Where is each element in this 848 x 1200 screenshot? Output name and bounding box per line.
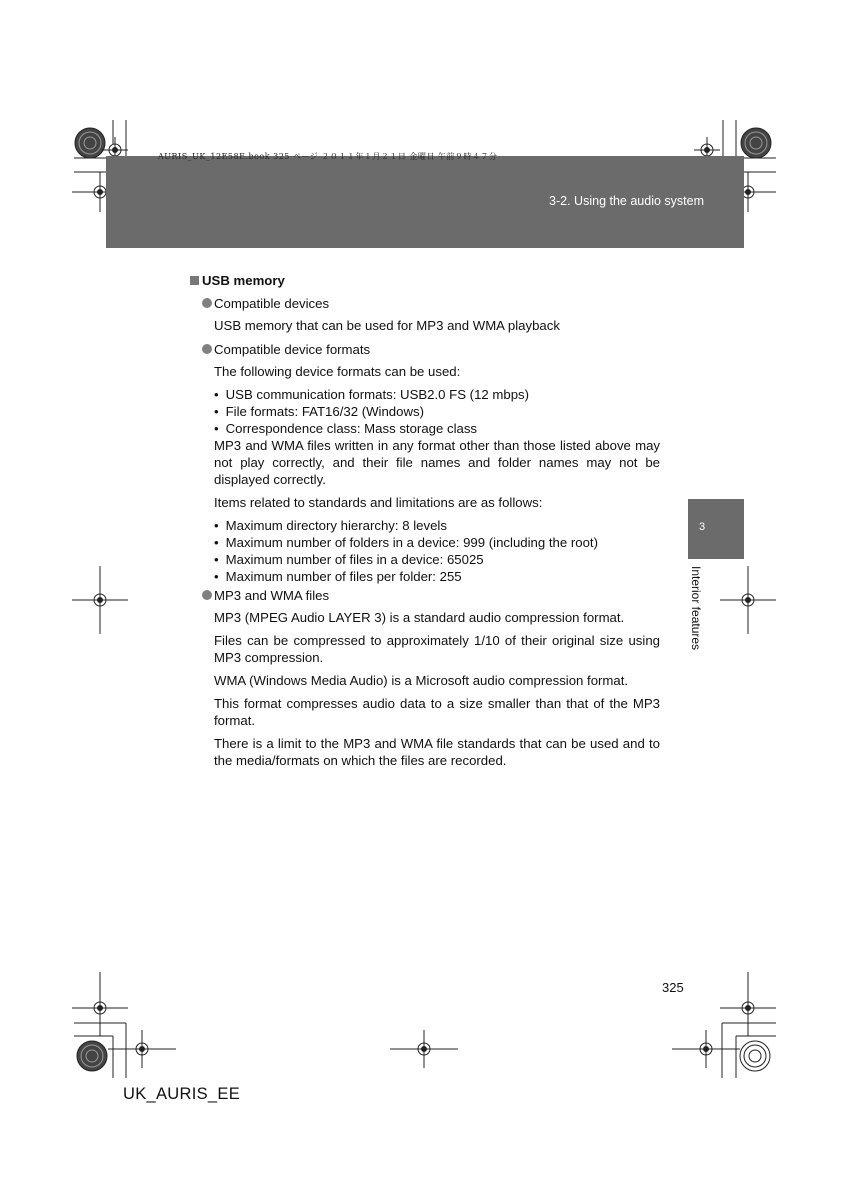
- paragraph: WMA (Windows Media Audio) is a Microsoft audio compression format.: [214, 673, 629, 688]
- subheading-compatible-formats: [202, 340, 660, 358]
- header-band: [106, 156, 744, 248]
- paragraph: Files can be compressed to approximately 1/10 of their original size using MP3 compression.: [214, 633, 660, 665]
- section-heading-text: USB memory: [202, 272, 285, 288]
- subheading-text: Compatible devices: [214, 295, 330, 311]
- page-content: [190, 271, 660, 775]
- list-item: • File formats: FAT16/32 (Windows): [214, 403, 660, 420]
- round-bullet-icon: [202, 298, 212, 308]
- round-bullet-icon: [202, 344, 212, 354]
- print-info: AURIS_UK_12E58E.book 325 ページ ２０１１年１月２１日 金曜日 午前９時４７分: [158, 152, 498, 161]
- limits-list: [214, 517, 660, 585]
- list-item: • Maximum number of folders in a device: 999 (including the root): [214, 534, 660, 551]
- chapter-label: Interior features: [689, 566, 703, 651]
- list-item: • Maximum number of files per folder: 255: [214, 568, 660, 585]
- round-bullet-icon: [202, 590, 212, 600]
- format-list: [214, 386, 660, 437]
- list-item: • Maximum directory hierarchy: 8 levels: [214, 517, 660, 534]
- subheading-text: Compatible device formats: [214, 341, 371, 357]
- list-item: • USB communication formats: USB2.0 FS (12 mbps): [214, 386, 660, 403]
- section-heading: [190, 271, 660, 289]
- section-title: 3-2. Using the audio system: [549, 194, 704, 208]
- paragraph: MP3 and WMA files written in any format other than those listed above may not play correctly, and their file names and folder names may not be displayed correctly.: [214, 438, 660, 487]
- paragraph: MP3 (MPEG Audio LAYER 3) is a standard audio compression format.: [214, 610, 625, 625]
- subheading-mp3-wma: [202, 586, 660, 604]
- paragraph: This format compresses audio data to a size smaller than that of the MP3 format.: [214, 696, 660, 728]
- paragraph: The following device formats can be used:: [214, 364, 461, 379]
- chapter-number: 3: [699, 521, 706, 533]
- subheading-compatible-devices: [202, 294, 660, 312]
- list-item: • Maximum number of files in a device: 65025: [214, 551, 660, 568]
- paragraph: USB memory that can be used for MP3 and WMA playback: [214, 318, 560, 333]
- square-bullet-icon: [190, 276, 199, 285]
- paragraph: Items related to standards and limitations are as follows:: [214, 495, 543, 510]
- list-item: • Correspondence class: Mass storage class: [214, 420, 660, 437]
- chapter-tab: [688, 499, 744, 559]
- page-number: 325: [662, 980, 684, 995]
- footer-code: UK_AURIS_EE: [123, 1085, 241, 1103]
- subheading-text: MP3 and WMA files: [214, 587, 330, 603]
- paragraph: There is a limit to the MP3 and WMA file standards that can be used and to the media/formats on which the files are recorded.: [214, 736, 660, 768]
